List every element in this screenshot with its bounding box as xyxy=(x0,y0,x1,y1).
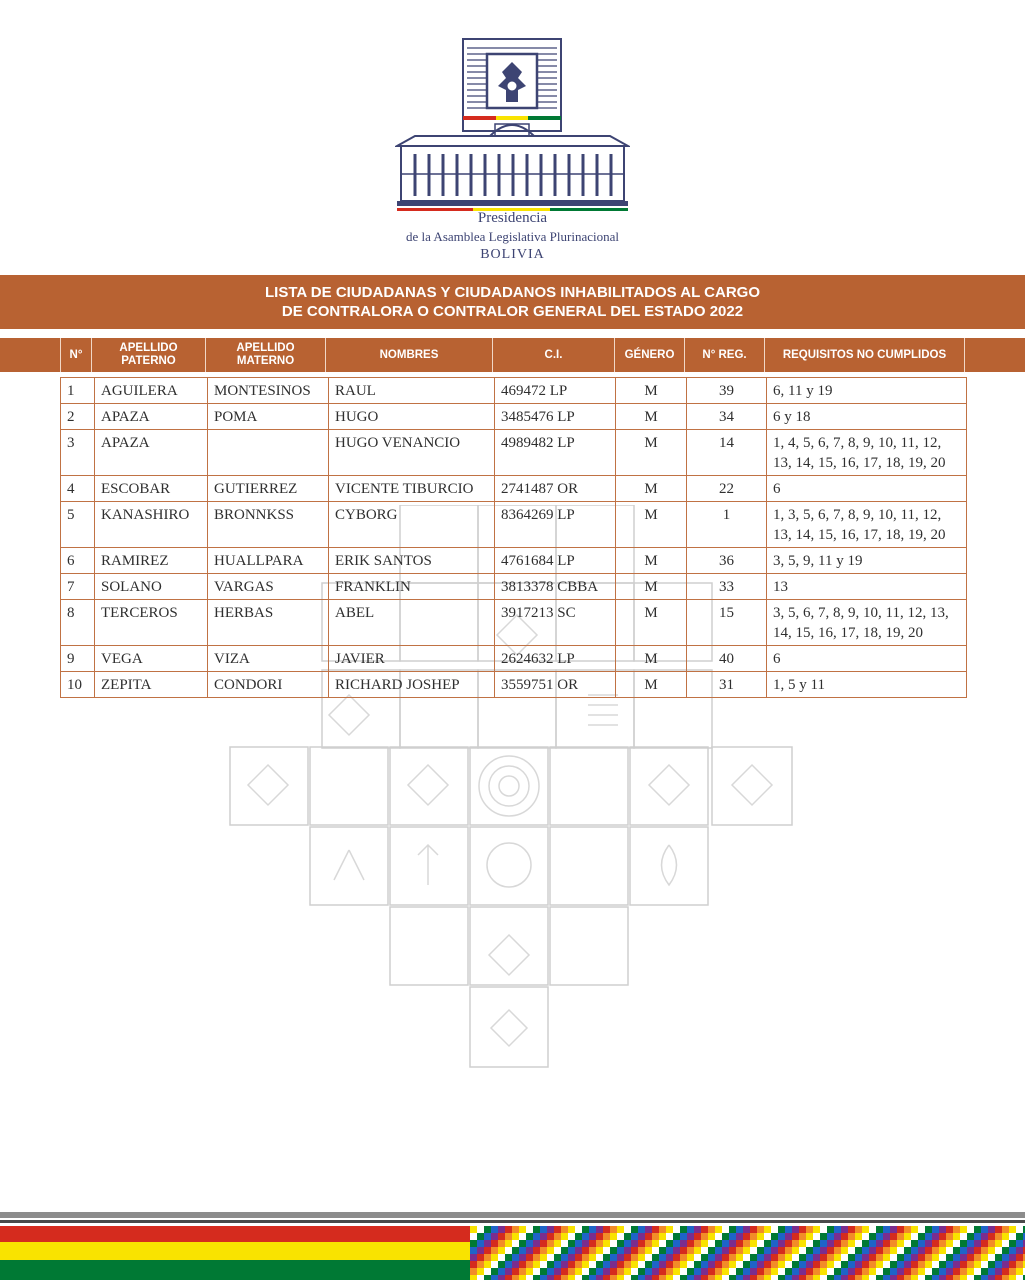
flag-stripes-footer xyxy=(0,1212,1025,1280)
cell-nombres: HUGO xyxy=(329,404,495,430)
cell-apellido-paterno: SOLANO xyxy=(95,574,208,600)
header-apellido-paterno: APELLIDO PATERNO xyxy=(92,338,206,372)
cell-requisitos: 1, 4, 5, 6, 7, 8, 9, 10, 11, 12, 13, 14, 15, 16, 17, 18, 19, 20 xyxy=(767,430,967,476)
cell-ci: 3917213 SC xyxy=(495,600,616,646)
cell-ci: 8364269 LP xyxy=(495,502,616,548)
cell-ci: 3813378 CBBA xyxy=(495,574,616,600)
cell-apellido-paterno: VEGA xyxy=(95,646,208,672)
cell-row-number: 8 xyxy=(61,600,95,646)
org-country: BOLIVIA xyxy=(480,247,545,262)
cell-apellido-paterno: ZEPITA xyxy=(95,672,208,698)
cell-row-number: 6 xyxy=(61,548,95,574)
cell-row-number: 9 xyxy=(61,646,95,672)
cell-genero: M xyxy=(616,672,687,698)
cell-requisitos: 6, 11 y 19 xyxy=(767,378,967,404)
cell-ci: 469472 LP xyxy=(495,378,616,404)
cell-ci: 2741487 OR xyxy=(495,476,616,502)
cell-apellido-materno: HUALLPARA xyxy=(208,548,329,574)
cell-genero: M xyxy=(616,600,687,646)
cell-apellido-paterno: AGUILERA xyxy=(95,378,208,404)
table-row xyxy=(61,672,967,698)
cell-num-reg: 40 xyxy=(687,646,767,672)
table-row xyxy=(61,378,967,404)
table-row xyxy=(61,600,967,646)
cell-requisitos: 6 xyxy=(767,476,967,502)
cell-requisitos: 6 xyxy=(767,646,967,672)
header-ci: C.I. xyxy=(493,338,615,372)
cell-row-number: 3 xyxy=(61,430,95,476)
cell-num-reg: 34 xyxy=(687,404,767,430)
cell-apellido-materno: HERBAS xyxy=(208,600,329,646)
cell-nombres: ABEL xyxy=(329,600,495,646)
table-row xyxy=(61,574,967,600)
cell-genero: M xyxy=(616,378,687,404)
cell-nombres: VICENTE TIBURCIO xyxy=(329,476,495,502)
table-row xyxy=(61,646,967,672)
cell-apellido-paterno: RAMIREZ xyxy=(95,548,208,574)
cell-row-number: 7 xyxy=(61,574,95,600)
cell-apellido-paterno: TERCEROS xyxy=(95,600,208,646)
cell-nombres: FRANKLIN xyxy=(329,574,495,600)
table-row xyxy=(61,430,967,476)
cell-apellido-materno: VIZA xyxy=(208,646,329,672)
cell-num-reg: 33 xyxy=(687,574,767,600)
table-row xyxy=(61,502,967,548)
cell-apellido-paterno: APAZA xyxy=(95,404,208,430)
cell-num-reg: 1 xyxy=(687,502,767,548)
cell-genero: M xyxy=(616,476,687,502)
cell-requisitos: 1, 3, 5, 6, 7, 8, 9, 10, 11, 12, 13, 14, 15, 16, 17, 18, 19, 20 xyxy=(767,502,967,548)
cell-genero: M xyxy=(616,430,687,476)
org-name-line2: de la Asamblea Legislativa Plurinacional xyxy=(406,229,619,244)
header-nombres: NOMBRES xyxy=(326,338,493,372)
cell-genero: M xyxy=(616,574,687,600)
cell-apellido-materno: CONDORI xyxy=(208,672,329,698)
title-line2: DE CONTRALORA O CONTRALOR GENERAL DEL ESTADO 2022 xyxy=(281,303,744,320)
cell-ci: 2624632 LP xyxy=(495,646,616,672)
cell-num-reg: 36 xyxy=(687,548,767,574)
cell-requisitos: 1, 5 y 11 xyxy=(767,672,967,698)
cell-apellido-paterno: KANASHIRO xyxy=(95,502,208,548)
cell-apellido-materno xyxy=(208,430,329,476)
cell-num-reg: 39 xyxy=(687,378,767,404)
cell-ci: 3485476 LP xyxy=(495,404,616,430)
cell-genero: M xyxy=(616,404,687,430)
cell-ci: 3559751 OR xyxy=(495,672,616,698)
cell-row-number: 4 xyxy=(61,476,95,502)
org-name-line1: Presidencia xyxy=(477,210,548,226)
header-requisitos: REQUISITOS NO CUMPLIDOS xyxy=(765,338,965,372)
cell-apellido-materno: GUTIERREZ xyxy=(208,476,329,502)
table-body xyxy=(61,378,967,698)
cell-apellido-materno: VARGAS xyxy=(208,574,329,600)
cell-num-reg: 14 xyxy=(687,430,767,476)
cell-num-reg: 15 xyxy=(687,600,767,646)
cell-nombres: JAVIER xyxy=(329,646,495,672)
table-row xyxy=(61,476,967,502)
cell-num-reg: 31 xyxy=(687,672,767,698)
cell-genero: M xyxy=(616,548,687,574)
column-header-bar xyxy=(0,338,1025,372)
cell-nombres: RICHARD JOSHEP xyxy=(329,672,495,698)
title-banner xyxy=(0,275,1025,329)
cell-ci: 4989482 LP xyxy=(495,430,616,476)
cell-requisitos: 6 y 18 xyxy=(767,404,967,430)
inhabilitados-table xyxy=(60,377,967,698)
cell-nombres: HUGO VENANCIO xyxy=(329,430,495,476)
title-line1: LISTA DE CIUDADANAS Y CIUDADANOS INHABILITADOS AL CARGO xyxy=(264,284,760,301)
cell-ci: 4761684 LP xyxy=(495,548,616,574)
cell-genero: M xyxy=(616,502,687,548)
cell-row-number: 2 xyxy=(61,404,95,430)
cell-requisitos: 3, 5, 9, 11 y 19 xyxy=(767,548,967,574)
header-num: N° xyxy=(60,338,92,372)
cell-apellido-paterno: ESCOBAR xyxy=(95,476,208,502)
cell-nombres: CYBORG xyxy=(329,502,495,548)
cell-requisitos: 3, 5, 6, 7, 8, 9, 10, 11, 12, 13, 14, 15, 16, 17, 18, 19, 20 xyxy=(767,600,967,646)
cell-genero: M xyxy=(616,646,687,672)
header-apellido-materno: APELLIDO MATERNO xyxy=(206,338,326,372)
cell-row-number: 5 xyxy=(61,502,95,548)
cell-apellido-materno: POMA xyxy=(208,404,329,430)
cell-row-number: 1 xyxy=(61,378,95,404)
header-genero: GÉNERO xyxy=(615,338,685,372)
cell-apellido-paterno: APAZA xyxy=(95,430,208,476)
assembly-building-logo xyxy=(395,36,630,216)
cell-apellido-materno: BRONNKSS xyxy=(208,502,329,548)
cell-nombres: RAUL xyxy=(329,378,495,404)
cell-requisitos: 13 xyxy=(767,574,967,600)
table-row xyxy=(61,548,967,574)
cell-row-number: 10 xyxy=(61,672,95,698)
cell-nombres: ERIK SANTOS xyxy=(329,548,495,574)
header-num-reg: N° REG. xyxy=(685,338,765,372)
table-row xyxy=(61,404,967,430)
cell-num-reg: 22 xyxy=(687,476,767,502)
cell-apellido-materno: MONTESINOS xyxy=(208,378,329,404)
